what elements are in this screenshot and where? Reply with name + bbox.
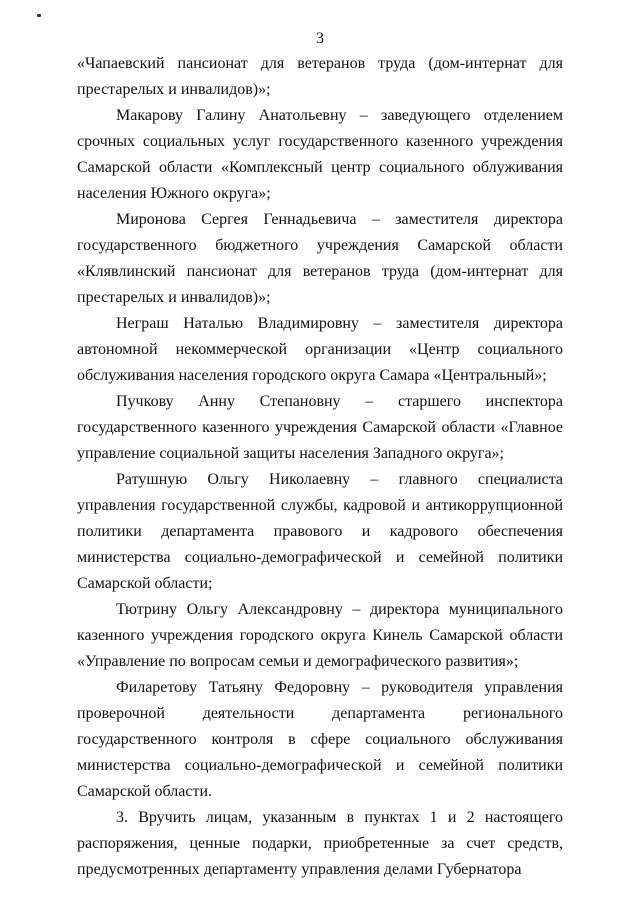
paragraph-filaretova: Филаретову Татьяну Федоровну – руководителя управления проверочной деятельности департамента регионального государственного контроля в сфере социального обслуживания министерства социально-демографической и семейной политики Самарской области. <box>77 679 563 800</box>
scan-speck <box>37 14 41 17</box>
paragraph-makarova: Макарову Галину Анатольевну – заведующего отделением срочных социальных услуг государственного казенного учреждения Самарской области «Комплексный центр социального облуживания населения Южного округа»; <box>77 107 563 202</box>
paragraph-item-3: 3. Вручить лицам, указанным в пунктах 1 и 2 настоящего распоряжения, ценные подарки, приобретенные за счет средств, предусмотренных департаменту управления делами Губернатора <box>77 809 563 878</box>
paragraph-tyutrina: Тютрину Ольгу Александровну – директора муниципального казенного учреждения городского округа Кинель Самарской области «Управление по вопросам семьи и демографического развития»; <box>77 601 563 670</box>
document-body <box>77 51 563 883</box>
paragraph-puchkova: Пучкову Анну Степановну – старшего инспектора государственного казенного учреждения Самарской области «Главное управление социальной защиты населения Западного округа»; <box>77 393 563 462</box>
paragraph-mironov: Миронова Сергея Геннадьевича – заместителя директора государственного бюджетного учреждения Самарской области «Клявлинский пансионат для ветеранов труда (дом-интернат для престарелых и инвалидов)»; <box>77 211 563 306</box>
paragraph-ratushnaya: Ратушную Ольгу Николаевну – главного специалиста управления государственной службы, кадровой и антикоррупционной политики департамента правового и кадрового обеспечения министерства социально-демографической и семейной политики Самарской области; <box>77 471 563 592</box>
page-number: 3 <box>316 30 324 47</box>
paragraph-chapaevsky-pansionat: «Чапаевский пансионат для ветеранов труда (дом-интернат для престарелых и инвалидов)»; <box>77 55 563 98</box>
paragraph-negrash: Неграш Наталью Владимировну – заместителя директора автономной некоммерческой организации «Центр социального обслуживания населения городского округа Самара «Центральный»; <box>77 315 563 384</box>
